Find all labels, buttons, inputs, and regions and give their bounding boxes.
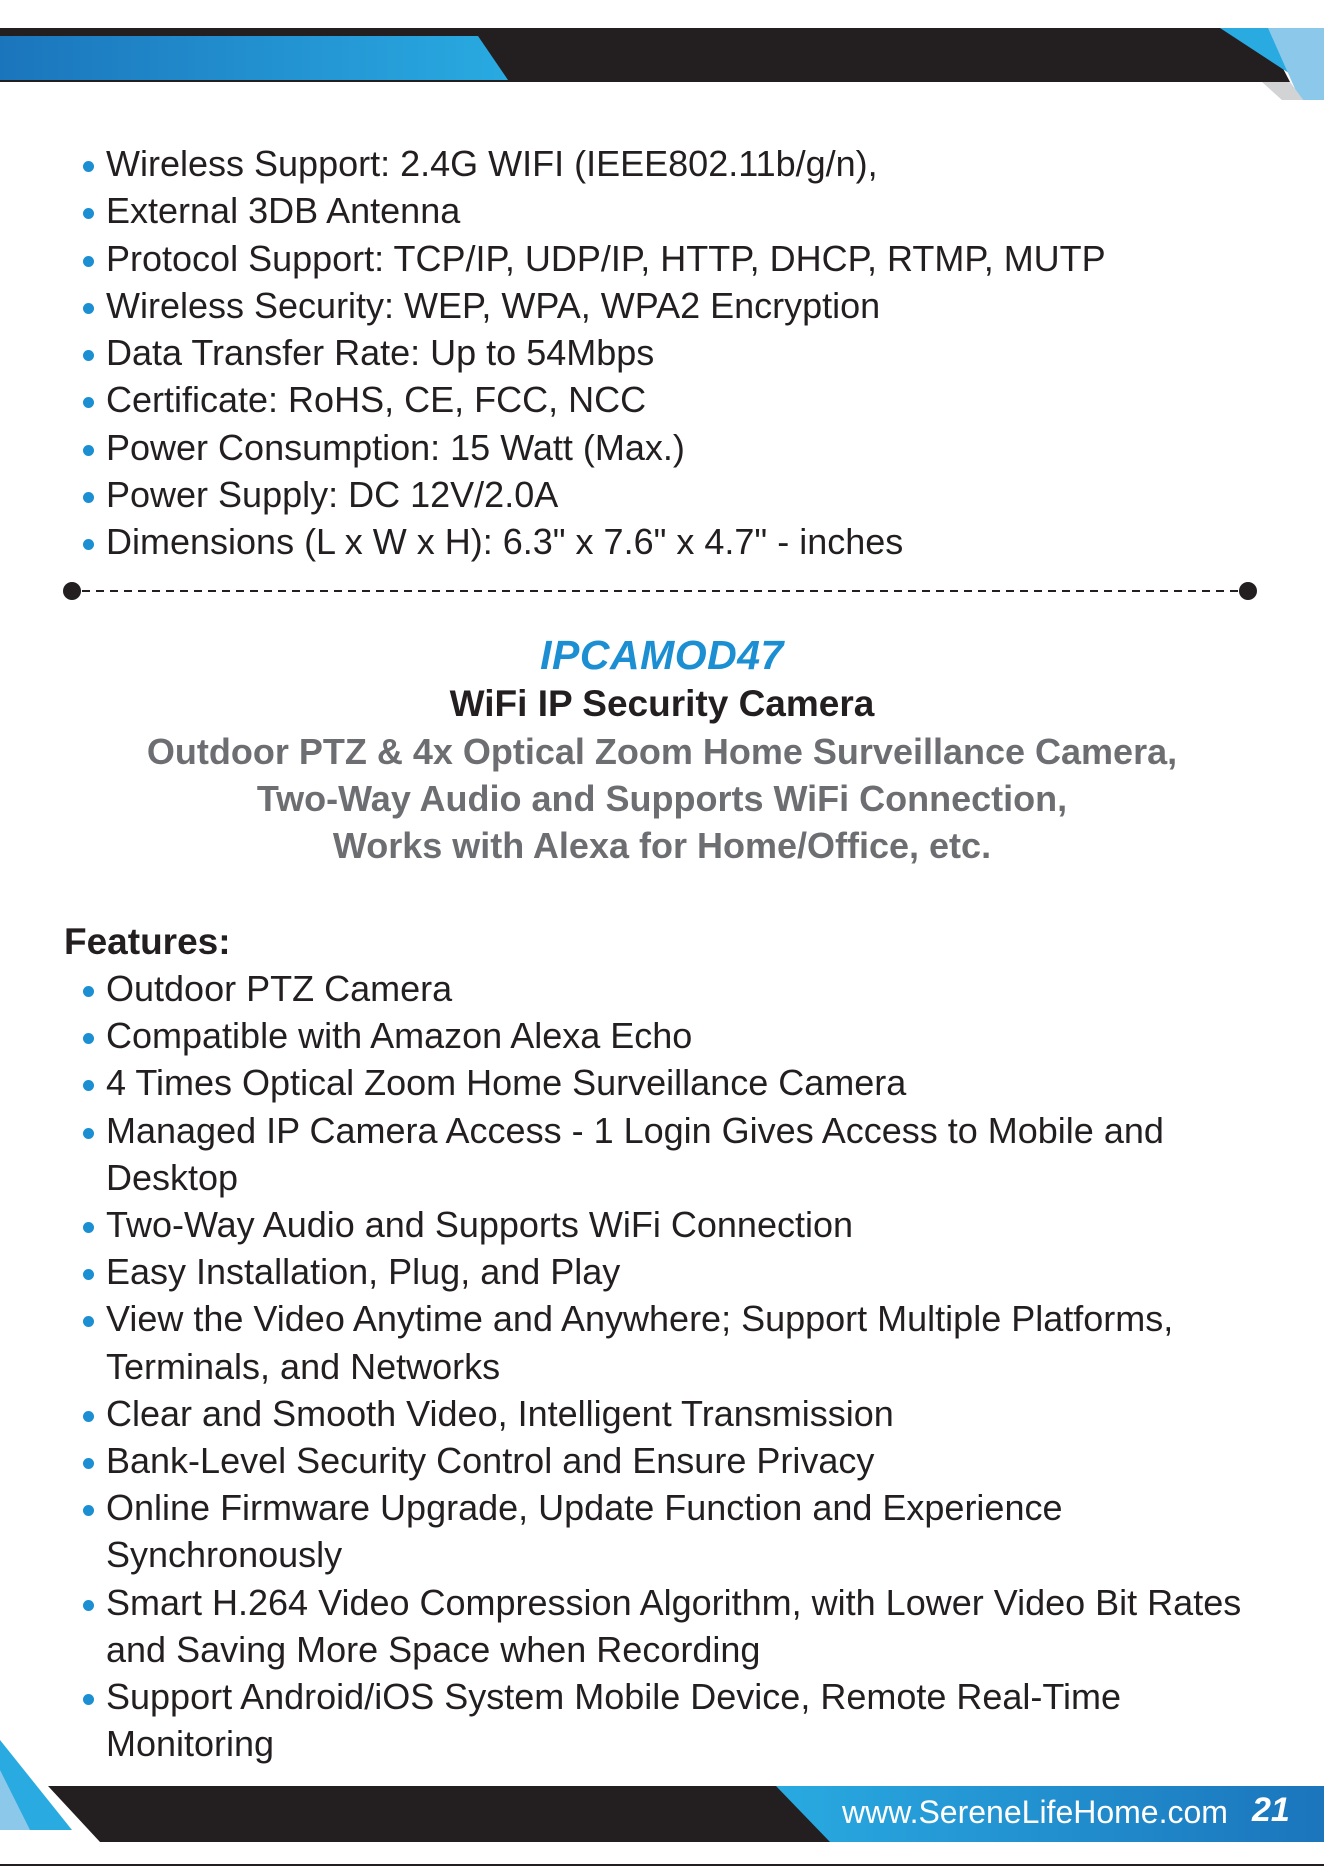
product-model: IPCAMOD47	[540, 632, 784, 678]
feature-item: View the Video Anytime and Anywhere; Support Multiple Platforms, Terminals, and Networks	[80, 1295, 1280, 1389]
product-tagline-line: Two-Way Audio and Supports WiFi Connection,	[256, 778, 1068, 819]
feature-item: 4 Times Optical Zoom Home Surveillance Camera	[80, 1059, 1280, 1106]
spec-item: Protocol Support: TCP/IP, UDP/IP, HTTP, DHCP, RTMP, MUTP	[80, 235, 1260, 282]
spec-item: Certificate: RoHS, CE, FCC, NCC	[80, 376, 1260, 423]
feature-item: Two-Way Audio and Supports WiFi Connection	[80, 1201, 1280, 1248]
feature-item: Managed IP Camera Access - 1 Login Gives Access to Mobile and Desktop	[80, 1107, 1280, 1201]
header-decoration	[0, 0, 1324, 100]
product-subtitle: WiFi IP Security Camera	[449, 683, 875, 724]
spec-list	[80, 140, 1260, 566]
spec-item: Power Consumption: 15 Watt (Max.)	[80, 424, 1260, 471]
spec-item: Wireless Security: WEP, WPA, WPA2 Encryption	[80, 282, 1260, 329]
page-number: 21	[1252, 1791, 1290, 1829]
feature-item: Compatible with Amazon Alexa Echo	[80, 1012, 1280, 1059]
feature-item: Support Android/iOS System Mobile Device, Remote Real-Time Monitoring	[80, 1673, 1280, 1767]
features-list	[80, 965, 1280, 1767]
spec-item: Power Supply: DC 12V/2.0A	[80, 471, 1260, 518]
feature-item: Outdoor PTZ Camera	[80, 965, 1280, 1012]
feature-item: Bank-Level Security Control and Ensure Privacy	[80, 1437, 1280, 1484]
spec-item: Data Transfer Rate: Up to 54Mbps	[80, 329, 1260, 376]
product-heading	[0, 628, 1324, 869]
features-heading: Features:	[64, 921, 231, 962]
spec-item: External 3DB Antenna	[80, 187, 1260, 234]
feature-item: Clear and Smooth Video, Intelligent Transmission	[80, 1390, 1280, 1437]
feature-item: Easy Installation, Plug, and Play	[80, 1248, 1280, 1295]
spec-item: Dimensions (L x W x H): 6.3" x 7.6" x 4.7" - inches	[80, 518, 1260, 565]
section-divider	[62, 581, 1258, 601]
feature-item: Online Firmware Upgrade, Update Function and Experience Synchronously	[80, 1484, 1280, 1578]
spec-item: Wireless Support: 2.4G WIFI (IEEE802.11b/g/n),	[80, 140, 1260, 187]
feature-item: Smart H.264 Video Compression Algorithm, with Lower Video Bit Rates and Saving More Space when Recording	[80, 1579, 1280, 1673]
product-tagline-line: Outdoor PTZ & 4x Optical Zoom Home Surveillance Camera,	[146, 731, 1178, 772]
product-tagline-line: Works with Alexa for Home/Office, etc.	[332, 825, 992, 866]
footer-website: www.SereneLifeHome.com	[842, 1794, 1228, 1830]
